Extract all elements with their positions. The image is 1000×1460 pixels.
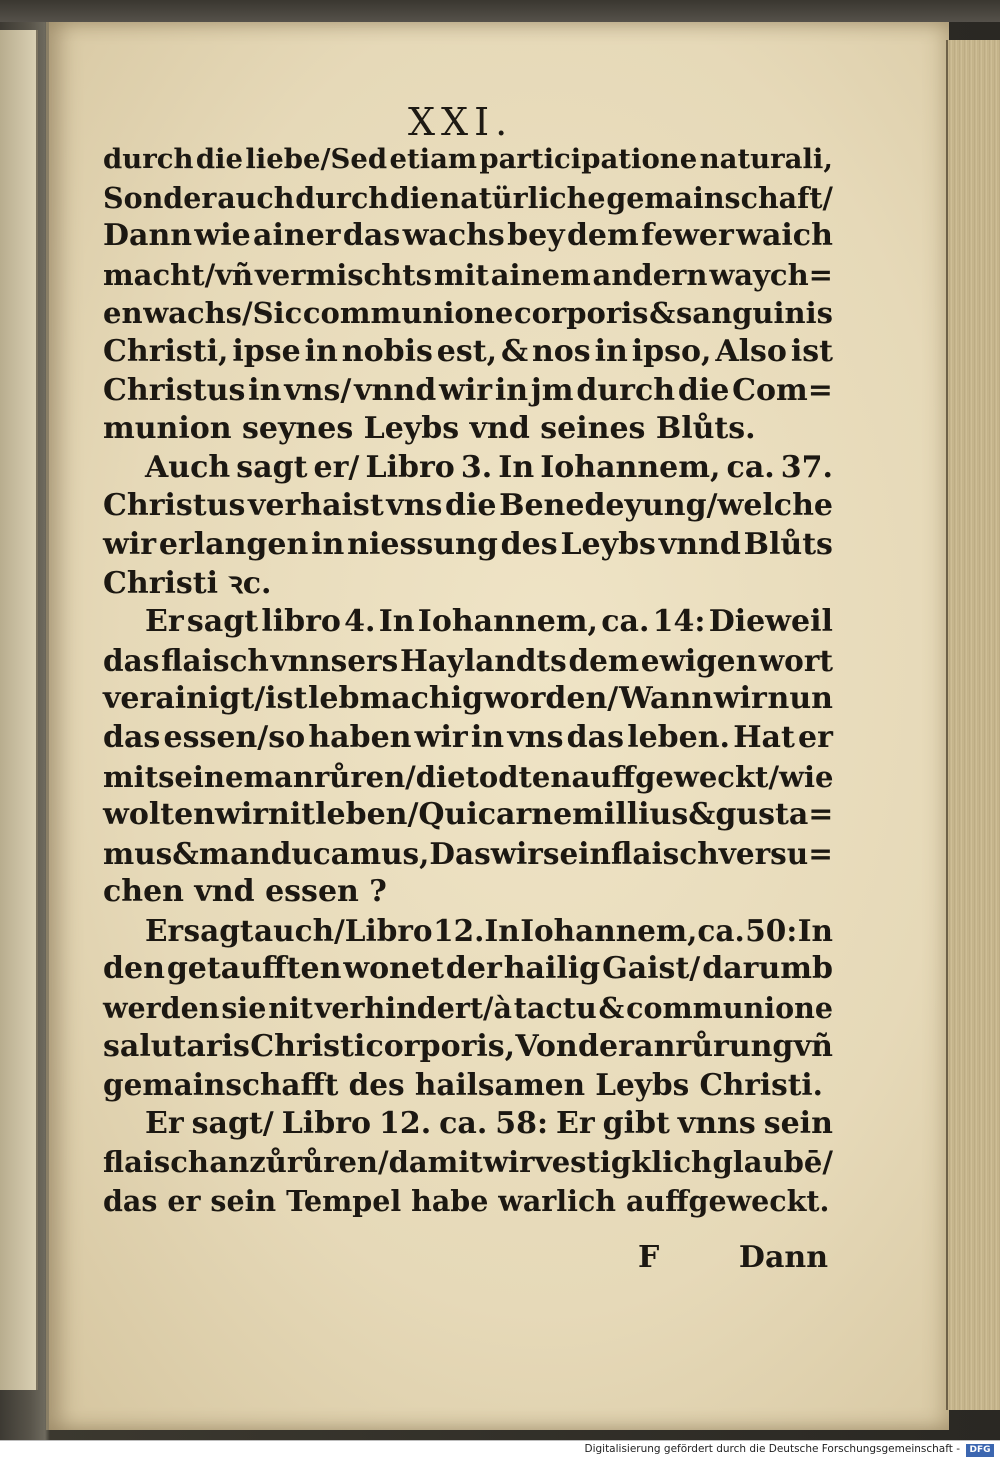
footer-bar xyxy=(0,1440,1000,1460)
bottom-marks xyxy=(638,1240,828,1275)
text-line: Er sagt auch/Libro 12.In Iohannem,ca. 50: In xyxy=(145,912,833,948)
previous-page-edge xyxy=(0,30,38,1390)
text-line: Christus in vns/ vnnd wir in jm durch die Com= xyxy=(103,372,833,408)
text-line: das essen/so haben wir in vns das leben. Hat er xyxy=(103,719,833,755)
page-heading: XXI. xyxy=(408,100,514,144)
signature-mark: F xyxy=(638,1240,660,1275)
text-line: chen vnd essen ? xyxy=(103,874,387,910)
funding-credit: Digitalisierung gefördert durch die Deutsche Forschungsgemeinschaft - xyxy=(584,1443,960,1455)
text-line: salutaris Christi corporis, Von der anrůrung vñ xyxy=(103,1028,833,1064)
text-line: das flaisch vnnsers Haylandts dem ewigen wort xyxy=(103,642,833,678)
text-line: Er sagt libro 4. In Iohannem, ca. 14: Dieweil xyxy=(145,604,833,640)
dfg-logo: DFG xyxy=(966,1444,994,1457)
text-line: verainigt/ist lebmachig worden/ Wann wir nun xyxy=(103,681,833,717)
text-line: wolten wir nit leben/Qui carnem illius & gusta= xyxy=(103,797,834,833)
body-text xyxy=(103,140,833,1221)
scan-top-strip xyxy=(0,0,1000,22)
text-line: mus & manducamus, Das wir sein flaisch versu= xyxy=(103,835,833,871)
text-line: en wachs/Sic communione corporis & sanguinis xyxy=(103,296,833,331)
text-line: Dann wie ainer das wachs bey dem fewer waich xyxy=(103,218,833,254)
text-line: gemainschafft des hailsamen Leybs Christi. xyxy=(103,1067,823,1103)
text-line: Sonder auch durch die natürliche gemainschaft/ xyxy=(103,180,833,215)
text-line: Christi, ipse in nobis est, & nos in ipso, Also ist xyxy=(103,333,833,369)
text-line: mit seinem anrůren/die todten auff geweckt/wie xyxy=(103,759,834,794)
text-line: Er sagt/ Libro 12. ca. 58: Er gibt vnns sein xyxy=(145,1105,833,1141)
text-line: den getaufften wonet der hailig Gaist/ darumb xyxy=(103,951,833,987)
catchword: Dann xyxy=(738,1240,828,1275)
text-line: flaisch anzůrůren/damit wir vestigklich glaubē/ xyxy=(103,1145,833,1180)
text-line: munion seynes Leybs vnd seines Blůts. xyxy=(103,411,756,447)
text-line: werden sie nit verhindert/à tactu & communione xyxy=(103,991,833,1026)
text-line: macht/vñ vermischts mit ainem andern waych= xyxy=(103,257,833,292)
text-line: Auch sagt er/ Libro 3. In Iohannem, ca. 37. xyxy=(145,449,833,485)
text-line: das er sein Tempel habe warlich auffgeweckt. xyxy=(103,1184,830,1219)
text-line: durch die liebe/Sed etiam participatione naturali, xyxy=(103,143,833,175)
text-line: Christi ꝛc. xyxy=(103,565,272,601)
page-fore-edge xyxy=(946,40,1000,1410)
text-line: Christus verhaist vns die Benedeyung/welche xyxy=(103,488,833,524)
text-line: wir erlangen in niessung des Leybs vnnd Blůts xyxy=(103,526,833,562)
